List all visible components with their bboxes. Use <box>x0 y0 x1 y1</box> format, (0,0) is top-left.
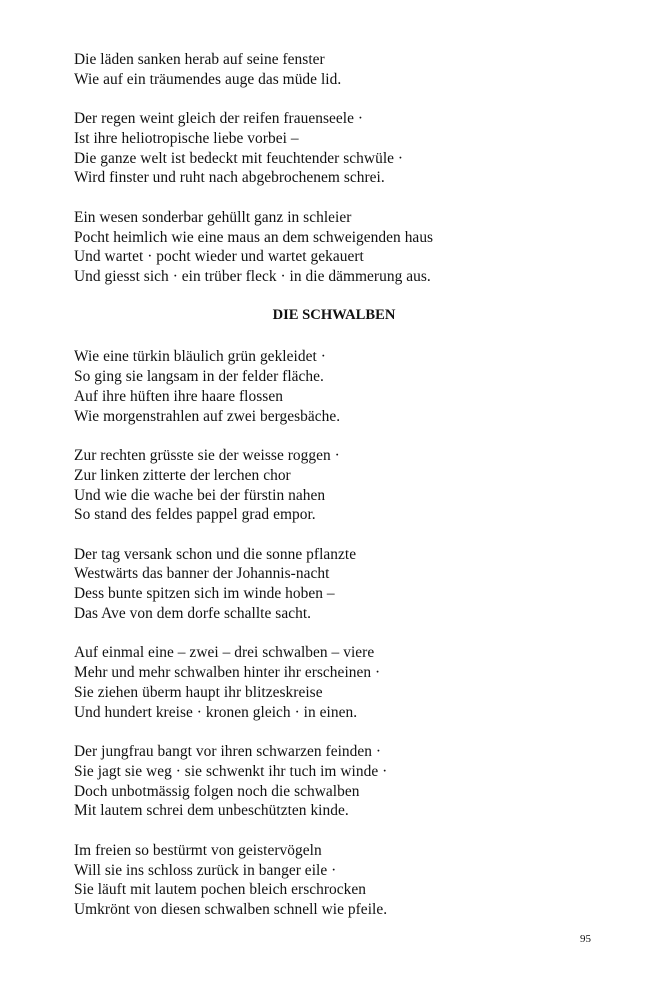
verse-line: Umkrönt von diesen schwalben schnell wie pfeile. <box>74 901 388 919</box>
preceding-poem-ending <box>74 50 594 287</box>
verse-line: Wie auf ein träumendes auge das müde lid. <box>74 70 342 88</box>
verse-line: Auf einmal eine – zwei – drei schwalben – viere <box>74 644 375 662</box>
stanza <box>74 643 594 722</box>
verse-line: Wird finster und ruht nach abgebrochenem schrei. <box>74 169 385 187</box>
verse-line: Die ganze welt ist bedeckt mit feuchtender schwüle · <box>74 149 404 167</box>
verse-line: Ein wesen sonderbar gehüllt ganz in schleier <box>74 208 352 226</box>
verse-line: Wie eine türkin bläulich grün gekleidet · <box>74 348 326 366</box>
verse-line: Der jungfrau bangt vor ihren schwarzen feinden · <box>74 743 382 761</box>
book-page <box>74 50 594 939</box>
verse-line: Der regen weint gleich der reifen frauenseele · <box>74 110 364 128</box>
stanza <box>74 347 594 426</box>
verse-line: Die läden sanken herab auf seine fenster <box>74 51 325 68</box>
verse-line: Mehr und mehr schwalben hinter ihr erscheinen · <box>74 664 381 682</box>
verse-line: Und wartet · pocht wieder und wartet gekauert <box>74 248 364 266</box>
verse-line: Zur rechten grüsste sie der weisse roggen · <box>74 446 340 464</box>
verse-line: So ging sie langsam in der felder fläche. <box>74 368 324 386</box>
verse-line: Der tag versank schon und die sonne pflanzte <box>74 545 357 563</box>
verse-line: Und wie die wache bei der fürstin nahen <box>74 486 326 504</box>
verse-line: Das Ave von dem dorfe schallte sacht. <box>74 605 312 623</box>
stanza <box>74 841 594 920</box>
verse-line: Wie morgenstrahlen auf zwei bergesbäche. <box>74 407 341 425</box>
poem-title: DIE SCHWALBEN <box>272 307 396 324</box>
verse-line: Pocht heimlich wie eine maus an dem schweigenden haus <box>74 228 434 246</box>
verse-line: Ist ihre heliotropische liebe vorbei – <box>74 129 299 147</box>
verse-line: Und hundert kreise · kronen gleich · in einen. <box>74 703 358 721</box>
verse-line: Und giesst sich · ein trüber fleck · in die dämmerung aus. <box>74 268 431 286</box>
verse-line: So stand des feldes pappel grad empor. <box>74 506 316 524</box>
verse-line: Im freien so bestürmt von geistervögeln <box>74 841 322 859</box>
stanza <box>74 50 594 90</box>
verse-line: Auf ihre hüften ihre haare flossen <box>74 387 283 405</box>
verse-line: Sie läuft mit lautem pochen bleich erschrocken <box>74 881 367 899</box>
verse-line: Mit lautem schrei dem unbeschützten kinde. <box>74 802 349 820</box>
stanza <box>74 208 594 287</box>
verse-line: Dess bunte spitzen sich im winde hoben – <box>74 585 335 603</box>
verse-line: Doch unbotmässig folgen noch die schwalben <box>74 782 360 800</box>
stanza <box>74 446 594 525</box>
verse-line: Sie ziehen überm haupt ihr blitzeskreise <box>74 683 323 701</box>
poem-body <box>74 347 594 920</box>
stanza <box>74 545 594 624</box>
stanza <box>74 109 594 188</box>
verse-line: Zur linken zitterte der lerchen chor <box>74 466 291 484</box>
page-number: 95 <box>580 933 591 945</box>
verse-line: Westwärts das banner der Johannis-nacht <box>74 565 330 583</box>
verse-line: Sie jagt sie weg · sie schwenkt ihr tuch im winde · <box>74 762 388 780</box>
stanza <box>74 742 594 821</box>
verse-line: Will sie ins schloss zurück in banger eile · <box>74 861 337 879</box>
